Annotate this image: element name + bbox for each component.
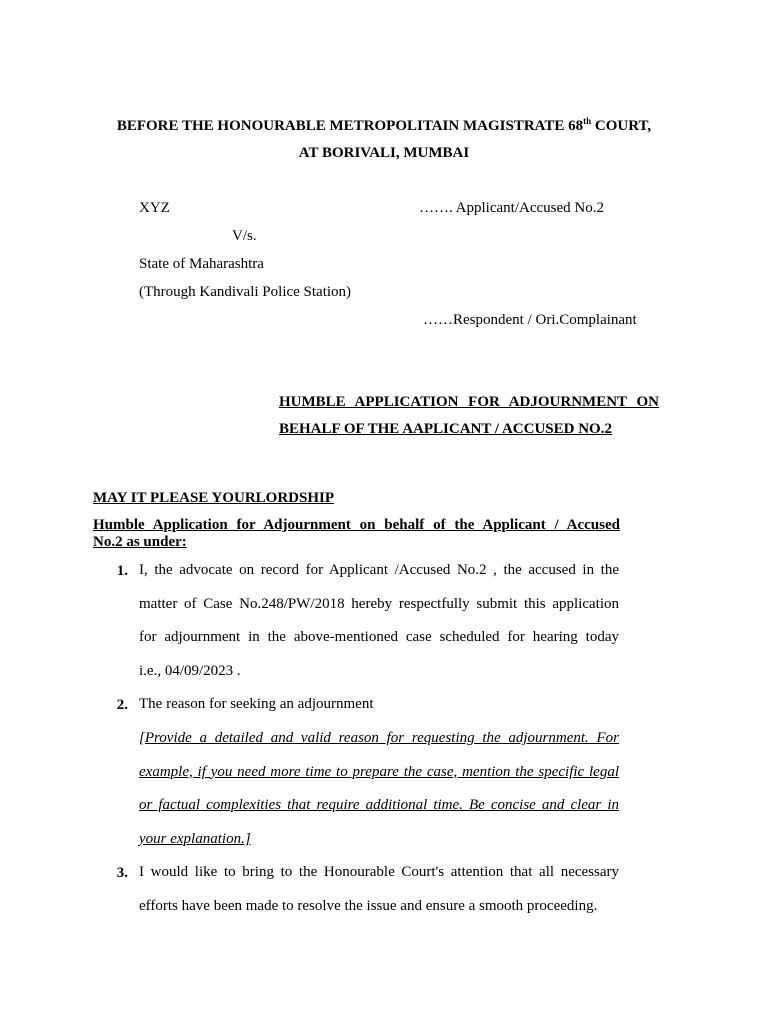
paragraph-3 xyxy=(139,856,619,923)
paragraph-line: for adjournment in the above-mentioned case scheduled for hearing today xyxy=(139,629,619,645)
court-title-line-1 xyxy=(0,116,768,136)
placeholder-line: your explanation.] xyxy=(139,830,251,847)
intro-heading xyxy=(93,517,620,551)
applicant-name: XYZ xyxy=(139,200,170,216)
salutation: MAY IT PLEASE YOURLORDSHIP xyxy=(93,490,335,506)
paragraph-number: 1. xyxy=(116,563,128,579)
respondent-through: (Through Kandivali Police Station) xyxy=(139,284,352,300)
placeholder-line: or factual complexities that require additional time. Be concise and clear in xyxy=(139,797,619,813)
intro-line: No.2 as under: xyxy=(93,534,187,550)
subject-line: HUMBLE APPLICATION FOR ADJOURNMENT ON xyxy=(279,394,659,410)
versus-label: V/s. xyxy=(232,228,257,244)
placeholder-line: [Provide a detailed and valid reason for requesting the adjournment. For xyxy=(139,730,619,746)
application-subject xyxy=(279,389,659,443)
paragraph-line: I, the advocate on record for Applicant /Accused No.2 , the accused in the xyxy=(139,562,619,578)
subject-line: BEHALF OF THE AAPLICANT / ACCUSED NO.2 xyxy=(279,421,612,437)
placeholder-line: example, if you need more time to prepare the case, mention the specific legal xyxy=(139,763,619,780)
paragraph-line: matter of Case No.248/PW/2018 hereby respectfully submit this application xyxy=(139,595,619,612)
ordinal-suffix: th xyxy=(583,116,592,126)
paragraph-line: efforts have been made to resolve the issue and ensure a smooth proceeding. xyxy=(139,897,598,914)
court-title-line-2: AT BORIVALI, MUMBAI xyxy=(298,145,470,161)
intro-line: Humble Application for Adjournment on behalf of the Applicant / Accused xyxy=(93,517,620,533)
applicant-role: ……. Applicant/Accused No.2 xyxy=(419,200,604,216)
paragraph-number: 2. xyxy=(116,697,128,713)
respondent-name: State of Maharashtra xyxy=(139,256,264,272)
paragraph-line: The reason for seeking an adjournment xyxy=(139,696,374,712)
respondent-role: ……Respondent / Ori.Complainant xyxy=(423,312,637,328)
court-title-suffix: COURT, xyxy=(591,118,652,134)
paragraph-line: i.e., 04/09/2023 . xyxy=(139,662,241,679)
paragraph-2 xyxy=(139,688,619,722)
paragraph-number: 3. xyxy=(116,865,128,881)
paragraph-1 xyxy=(139,554,619,688)
paragraph-line: I would like to bring to the Honourable Court's attention that all necessary xyxy=(139,864,619,880)
court-title-text: BEFORE THE HONOURABLE METROPOLITAIN MAGISTRATE 68 xyxy=(116,118,584,134)
reason-placeholder xyxy=(139,722,619,856)
